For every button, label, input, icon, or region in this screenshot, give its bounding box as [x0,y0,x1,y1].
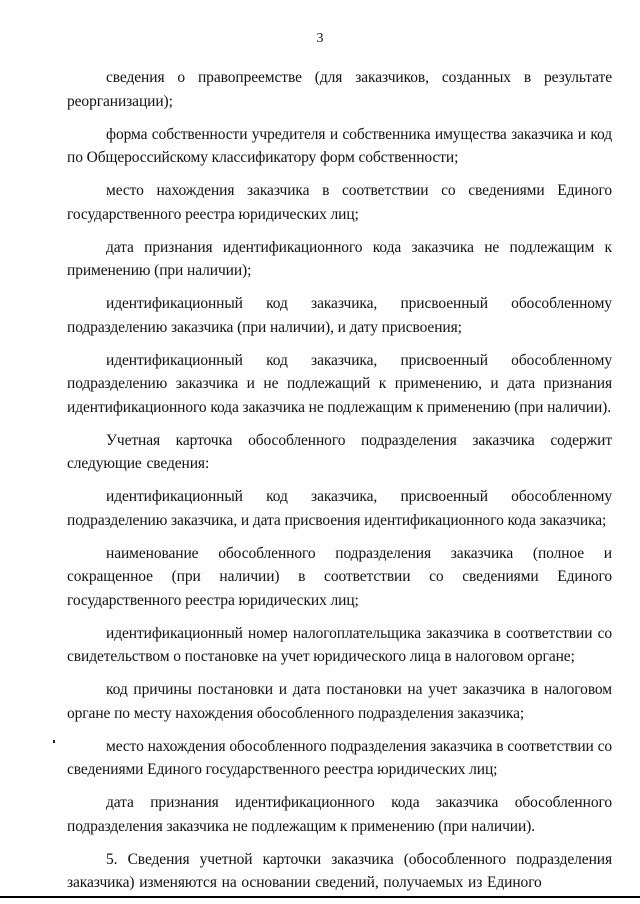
paragraph-customer-location: место нахождения заказчика в соответствии со сведениями Единого государственного реестра юридических лиц; [67,182,612,223]
document-body [67,66,612,904]
paragraph-code-invalidation-date: дата признания идентификационного кода заказчика не подлежащим к применению (при наличии); [67,238,612,279]
page-number: 3 [316,31,324,46]
paragraph-taxpayer-id: идентификационный номер налогоплательщика заказчика в соответствии со свидетельством о постановке на учет юридического лица в налоговом органе; [67,624,612,665]
scan-speck [53,740,55,743]
paragraph-subdivision-card-intro: Учетная карточка обособленного подразделения заказчика содержит следующие сведения: [67,431,612,472]
paragraph-subdivision-code-invalidation: дата признания идентификационного кода заказчика обособленного подразделения заказчика не подлежащим к применению (при наличии). [67,794,612,835]
paragraph-subdivision-location: место нахождения обособленного подразделения заказчика в соответствии со сведениями Единого государственного реестра юридических лиц; [67,737,612,778]
paragraph-ownership-form: форма собственности учредителя и собственника имущества заказчика и код по Общероссийскому классификатору форм собственности; [67,125,612,166]
paragraph-subdivision-code-invalid: идентификационный код заказчика, присвоенный обособленному подразделению заказчика и не подлежащий к применению, и дата признания идентификационного кода заказчика не подлежащим к применению (при наличии). [67,351,612,416]
paragraph-subdivision-code-assigned: идентификационный код заказчика, присвоенный обособленному подразделению заказчика, и дата присвоения идентификационного кода заказчика; [67,488,612,529]
paragraph-registration-reason-code: код причины постановки и дата постановки на учет заказчика в налоговом органе по месту нахождения обособленного подразделения заказчика; [67,681,612,722]
paragraph-subdivision-code: идентификационный код заказчика, присвоенный обособленному подразделению заказчика (при наличии), и дату присвоения; [67,295,612,336]
paragraph-legal-succession: сведения о правопреемстве (для заказчиков, созданных в результате реорганизации); [67,69,612,110]
paragraph-subdivision-name: наименование обособленного подразделения заказчика (полное и сокращенное (при наличии) в соответствии со сведениями Единого государственного реестра юридических лиц; [67,544,612,609]
paragraph-section-5: 5. Сведения учетной карточки заказчика (обособленного подразделения заказчика) изменяются на основании сведений, получаемых из Единого [67,850,612,891]
